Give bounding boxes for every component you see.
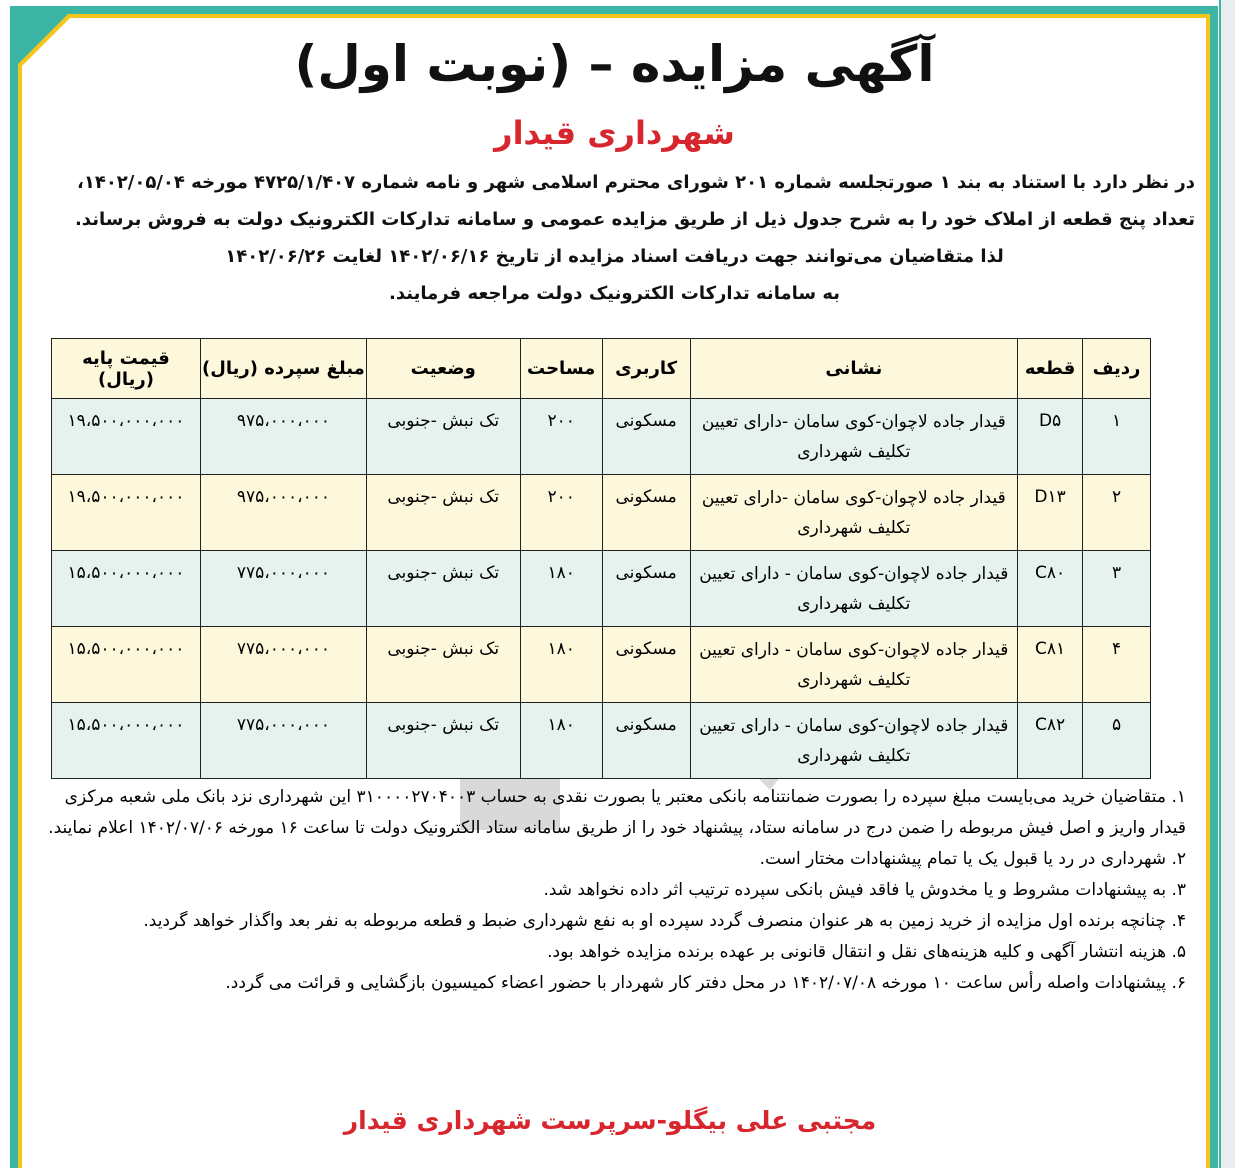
cell-row-number: ۱ <box>1083 399 1151 475</box>
cell-row-number: ۳ <box>1083 551 1151 627</box>
cell-plot: C۸۰ <box>1018 551 1083 627</box>
cell-base-price: ۱۵،۵۰۰،۰۰۰،۰۰۰ <box>52 703 201 779</box>
col-header-address: نشانی <box>690 339 1017 399</box>
cell-usage: مسکونی <box>602 627 690 703</box>
cell-deposit: ۹۷۵،۰۰۰،۰۰۰ <box>200 475 366 551</box>
cell-status: تک نبش -جنوبی <box>366 551 520 627</box>
table-row <box>52 627 1151 703</box>
col-header-status: وضعیت <box>366 339 520 399</box>
table-row <box>52 551 1151 627</box>
municipality-name: شهرداری قیدار <box>494 114 735 152</box>
cell-plot: D۵ <box>1018 399 1083 475</box>
cell-status: تک نبش -جنوبی <box>366 703 520 779</box>
condition-item: ۵. هزینه انتشار آگهی و کلیه هزینه‌های نقل و انتقال قانونی بر عهده برنده مزایده خواهد بود. <box>547 942 1186 962</box>
cell-base-price: ۱۵،۵۰۰،۰۰۰،۰۰۰ <box>52 627 201 703</box>
cell-usage: مسکونی <box>602 475 690 551</box>
cell-row-number: ۲ <box>1083 475 1151 551</box>
table-header-row <box>52 339 1151 399</box>
cell-area: ۲۰۰ <box>520 399 602 475</box>
signature: مجتبی علی بیگلو-سرپرست شهرداری قیدار <box>343 1106 877 1135</box>
cell-area: ۱۸۰ <box>520 627 602 703</box>
cell-status: تک نبش -جنوبی <box>366 627 520 703</box>
cell-deposit: ۷۷۵،۰۰۰،۰۰۰ <box>200 703 366 779</box>
cell-area: ۱۸۰ <box>520 551 602 627</box>
cell-usage: مسکونی <box>602 399 690 475</box>
intro-line: به سامانه تدارکات الکترونیک دولت مراجعه فرمایند. <box>388 283 840 304</box>
col-header-area: مساحت <box>520 339 602 399</box>
table-row <box>52 399 1151 475</box>
cell-status: تک نبش -جنوبی <box>366 399 520 475</box>
cell-base-price: ۱۹،۵۰۰،۰۰۰،۰۰۰ <box>52 475 201 551</box>
cell-address: قیدار جاده لاچوان-کوی سامان - دارای تعیین تکلیف شهرداری <box>690 703 1017 779</box>
adjacent-page-edge <box>1219 0 1235 1168</box>
condition-item: ۱. متقاضیان خرید می‌بایست مبلغ سپرده را بصورت ضمانتنامه بانکی معتبر یا بصورت نقدی به حساب ۳۱۰۰۰۰۲۷۰۴۰۰۳ این شهرداری نزد بانک ملی شعبه مرکزی قیدار واریز و اصل فیش مربوطه را ضمن درج در سامانه ستاد، پیشنهاد خود را از طریق سامانه ستاد الکترونیک دولت تا ساعت ۱۶ مورخه ۱۴۰۲/۰۷/۰۶ اعلام نمایند. <box>48 787 1186 838</box>
cell-status: تک نبش -جنوبی <box>366 475 520 551</box>
cell-row-number: ۵ <box>1083 703 1151 779</box>
cell-area: ۱۸۰ <box>520 703 602 779</box>
conditions-list <box>36 782 1186 999</box>
cell-plot: C۸۱ <box>1018 627 1083 703</box>
cell-deposit: ۷۷۵،۰۰۰،۰۰۰ <box>200 551 366 627</box>
col-header-usage: کاربری <box>602 339 690 399</box>
col-header-row-number: ردیف <box>1083 339 1151 399</box>
intro-line: در نظر دارد با استناد به بند ۱ صورتجلسه شماره ۲۰۱ شورای محترم اسلامی شهر و نامه شماره ۴۷۲۵/۱/۴۰۷ مورخه ۱۴۰۲/۰۵/۰۴، <box>77 172 1195 193</box>
condition-item: ۶. پیشنهادات واصله رأس ساعت ۱۰ مورخه ۱۴۰۲/۰۷/۰۸ در محل دفتر کار شهردار با حضور اعضاء کمیسیون بازگشایی و قرائت می گردد. <box>225 973 1186 993</box>
cell-address: قیدار جاده لاچوان-کوی سامان -دارای تعیین تکلیف شهرداری <box>690 475 1017 551</box>
cell-usage: مسکونی <box>602 551 690 627</box>
cell-plot: D۱۳ <box>1018 475 1083 551</box>
table-row <box>52 703 1151 779</box>
cell-deposit: ۷۷۵،۰۰۰،۰۰۰ <box>200 627 366 703</box>
cell-address: قیدار جاده لاچوان-کوی سامان - دارای تعیین تکلیف شهرداری <box>690 551 1017 627</box>
intro-paragraph <box>22 164 1207 312</box>
properties-table <box>51 338 1151 779</box>
cell-base-price: ۱۹،۵۰۰،۰۰۰،۰۰۰ <box>52 399 201 475</box>
condition-item: ۴. چنانچه برنده اول مزایده از خرید زمین به هر عنوان منصرف گردد سپرده او به نفع شهرداری ضبط و قطعه مربوطه به نفر بعد واگذار خواهد گردید. <box>143 911 1186 931</box>
col-header-plot: قطعه <box>1018 339 1083 399</box>
cell-area: ۲۰۰ <box>520 475 602 551</box>
notice-title: آگهی مزایده – (نوبت اول) <box>294 35 935 93</box>
cell-row-number: ۴ <box>1083 627 1151 703</box>
cell-base-price: ۱۵،۵۰۰،۰۰۰،۰۰۰ <box>52 551 201 627</box>
col-header-deposit: مبلغ سپرده (ریال) <box>200 339 366 399</box>
cell-plot: C۸۲ <box>1018 703 1083 779</box>
cell-address: قیدار جاده لاچوان-کوی سامان - دارای تعیین تکلیف شهرداری <box>690 627 1017 703</box>
intro-line: تعداد پنج قطعه از املاک خود را به شرح جدول ذیل از طریق مزایده عمومی و سامانه تدارکات الکترونیک دولت به فروش برساند. <box>74 209 1195 230</box>
condition-item: ۲. شهرداری در رد یا قبول یک یا تمام پیشنهادات مختار است. <box>759 849 1186 869</box>
cell-deposit: ۹۷۵،۰۰۰،۰۰۰ <box>200 399 366 475</box>
intro-line: لذا متقاضیان می‌توانند جهت دریافت اسناد مزایده از تاریخ ۱۴۰۲/۰۶/۱۶ لغایت ۱۴۰۲/۰۶/۲۶ <box>225 246 1004 267</box>
col-header-base-price: قیمت پایه (ریال) <box>52 339 201 399</box>
cell-address: قیدار جاده لاچوان-کوی سامان -دارای تعیین تکلیف شهرداری <box>690 399 1017 475</box>
cell-usage: مسکونی <box>602 703 690 779</box>
table-row <box>52 475 1151 551</box>
condition-item: ۳. به پیشنهادات مشروط و یا مخدوش یا فاقد فیش بانکی سپرده ترتیب اثر داده نخواهد شد. <box>543 880 1186 900</box>
